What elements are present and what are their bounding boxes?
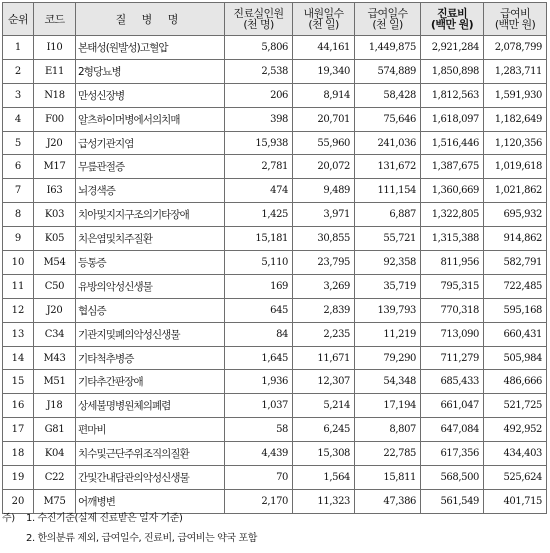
- cell-benefit-days: 35,719: [355, 274, 421, 298]
- cell-visit-days: 11,671: [293, 346, 355, 370]
- cell-name: 협심증: [76, 298, 225, 322]
- cell-rank: 16: [3, 394, 34, 418]
- cell-visit-days: 19,340: [293, 59, 355, 83]
- cell-name: 무릎관절증: [76, 155, 225, 179]
- header-rank: 순위: [3, 3, 34, 36]
- cell-cost: 1,387,675: [421, 155, 484, 179]
- cell-rank: 11: [3, 274, 34, 298]
- cell-benefit-days: 22,785: [355, 442, 421, 466]
- cell-name: 치아및지지구조의기타장애: [76, 203, 225, 227]
- cell-benefit-days: 139,793: [355, 298, 421, 322]
- cell-patients: 84: [225, 322, 293, 346]
- table-row: [3, 298, 547, 322]
- header-visit-days-unit: (천 일): [308, 18, 339, 31]
- header-benefit-days: [355, 3, 421, 36]
- table-row: [3, 131, 547, 155]
- table-body: [3, 36, 547, 514]
- cell-payment: 582,791: [484, 251, 547, 275]
- cell-visit-days: 2,839: [293, 298, 355, 322]
- cell-payment: 1,283,711: [484, 59, 547, 83]
- cell-name: 기관지및폐의악성신생물: [76, 322, 225, 346]
- header-patients-label: 진료실인원: [233, 7, 284, 20]
- table-header: [3, 3, 547, 36]
- cell-payment: 1,019,618: [484, 155, 547, 179]
- cell-payment: 486,666: [484, 370, 547, 394]
- cell-cost: 1,360,669: [421, 179, 484, 203]
- cell-code: M17: [34, 155, 76, 179]
- cell-patients: 474: [225, 179, 293, 203]
- cell-patients: 206: [225, 83, 293, 107]
- header-visit-days: [293, 3, 355, 36]
- table-row: [3, 418, 547, 442]
- cell-code: K05: [34, 227, 76, 251]
- table-row: [3, 203, 547, 227]
- cell-rank: 4: [3, 107, 34, 131]
- cell-code: G81: [34, 418, 76, 442]
- cell-patients: 2,538: [225, 59, 293, 83]
- cell-benefit-days: 58,428: [355, 83, 421, 107]
- cell-benefit-days: 54,348: [355, 370, 421, 394]
- footnote-line: [2, 509, 542, 529]
- cell-rank: 2: [3, 59, 34, 83]
- cell-name: 유방의악성신생물: [76, 274, 225, 298]
- header-cost-label: 진료비: [436, 7, 468, 20]
- cell-payment: 660,431: [484, 322, 547, 346]
- cell-benefit-days: 6,887: [355, 203, 421, 227]
- cell-code: C50: [34, 274, 76, 298]
- cell-visit-days: 6,245: [293, 418, 355, 442]
- cell-name: 알츠하이머병에서의치매: [76, 107, 225, 131]
- cell-cost: 811,956: [421, 251, 484, 275]
- cell-patients: 398: [225, 107, 293, 131]
- cell-visit-days: 11,323: [293, 489, 355, 513]
- cell-benefit-days: 75,646: [355, 107, 421, 131]
- header-cost: [421, 3, 484, 36]
- header-patients-unit: (천 명): [243, 18, 274, 31]
- cell-rank: 13: [3, 322, 34, 346]
- table-row: [3, 274, 547, 298]
- cell-cost: 561,549: [421, 489, 484, 513]
- cell-code: K03: [34, 203, 76, 227]
- cell-payment: 1,120,356: [484, 131, 547, 155]
- cell-code: M43: [34, 346, 76, 370]
- cell-code: C22: [34, 466, 76, 490]
- cell-code: J20: [34, 298, 76, 322]
- cell-rank: 1: [3, 36, 34, 60]
- cell-code: I63: [34, 179, 76, 203]
- cell-name: 뇌경색증: [76, 179, 225, 203]
- cell-code: M75: [34, 489, 76, 513]
- cell-code: J18: [34, 394, 76, 418]
- cell-benefit-days: 131,672: [355, 155, 421, 179]
- cell-cost: 1,322,805: [421, 203, 484, 227]
- cell-benefit-days: 17,194: [355, 394, 421, 418]
- cell-name: 치수및근단주위조직의질환: [76, 442, 225, 466]
- header-row: [3, 3, 547, 36]
- cell-benefit-days: 47,386: [355, 489, 421, 513]
- cell-payment: 434,403: [484, 442, 547, 466]
- cell-payment: 1,182,649: [484, 107, 547, 131]
- cell-code: I10: [34, 36, 76, 60]
- table-row: [3, 83, 547, 107]
- cell-visit-days: 30,855: [293, 227, 355, 251]
- header-visit-days-label: 내원일수: [303, 7, 344, 20]
- cell-payment: 2,078,799: [484, 36, 547, 60]
- cell-visit-days: 2,235: [293, 322, 355, 346]
- cell-patients: 2,170: [225, 489, 293, 513]
- cell-name: 만성신장병: [76, 83, 225, 107]
- cell-rank: 15: [3, 370, 34, 394]
- cell-benefit-days: 15,811: [355, 466, 421, 490]
- table-row: [3, 155, 547, 179]
- cell-patients: 645: [225, 298, 293, 322]
- table-row: [3, 227, 547, 251]
- cell-payment: 505,984: [484, 346, 547, 370]
- table-row: [3, 59, 547, 83]
- cell-patients: 15,181: [225, 227, 293, 251]
- cell-rank: 12: [3, 298, 34, 322]
- cell-benefit-days: 8,807: [355, 418, 421, 442]
- cell-visit-days: 55,960: [293, 131, 355, 155]
- cell-payment: 492,952: [484, 418, 547, 442]
- cell-cost: 617,356: [421, 442, 484, 466]
- cell-payment: 521,725: [484, 394, 547, 418]
- cell-patients: 1,425: [225, 203, 293, 227]
- cell-payment: 722,485: [484, 274, 547, 298]
- footnote-text: 1. 수진기준(실제 진료받은 일자 기준): [26, 513, 183, 524]
- cell-benefit-days: 11,219: [355, 322, 421, 346]
- cell-patients: 58: [225, 418, 293, 442]
- cell-cost: 647,084: [421, 418, 484, 442]
- cell-benefit-days: 55,721: [355, 227, 421, 251]
- cell-cost: 1,618,097: [421, 107, 484, 131]
- cell-name: 본태성(원발성)고혈압: [76, 36, 225, 60]
- cell-name: 2형당뇨병: [76, 59, 225, 83]
- cell-name: 상세불명병원체의폐렴: [76, 394, 225, 418]
- cell-visit-days: 20,701: [293, 107, 355, 131]
- cell-payment: 914,862: [484, 227, 547, 251]
- cell-visit-days: 20,072: [293, 155, 355, 179]
- cell-name: 어깨병변: [76, 489, 225, 513]
- cell-code: F00: [34, 107, 76, 131]
- table-row: [3, 251, 547, 275]
- cell-name: 등통증: [76, 251, 225, 275]
- cell-rank: 3: [3, 83, 34, 107]
- cell-patients: 1,645: [225, 346, 293, 370]
- cell-name: 기타추간판장애: [76, 370, 225, 394]
- table-row: [3, 394, 547, 418]
- cell-patients: 15,938: [225, 131, 293, 155]
- cell-payment: 695,932: [484, 203, 547, 227]
- cell-rank: 7: [3, 179, 34, 203]
- cell-payment: 401,715: [484, 489, 547, 513]
- cell-rank: 14: [3, 346, 34, 370]
- cell-code: E11: [34, 59, 76, 83]
- cell-benefit-days: 574,889: [355, 59, 421, 83]
- cell-patients: 169: [225, 274, 293, 298]
- header-cost-unit: (백만 원): [430, 18, 474, 31]
- table-row: [3, 442, 547, 466]
- table-row: [3, 179, 547, 203]
- cell-benefit-days: 1,449,875: [355, 36, 421, 60]
- cell-benefit-days: 79,290: [355, 346, 421, 370]
- table-row: [3, 322, 547, 346]
- table-row: [3, 36, 547, 60]
- disease-statistics-table-container: [2, 2, 546, 514]
- cell-code: N18: [34, 83, 76, 107]
- cell-cost: 568,500: [421, 466, 484, 490]
- cell-payment: 595,168: [484, 298, 547, 322]
- header-disease-name: 질 병 명: [76, 3, 225, 36]
- cell-cost: 1,812,563: [421, 83, 484, 107]
- cell-code: M51: [34, 370, 76, 394]
- cell-cost: 795,315: [421, 274, 484, 298]
- cell-cost: 661,047: [421, 394, 484, 418]
- cell-benefit-days: 111,154: [355, 179, 421, 203]
- cell-patients: 2,781: [225, 155, 293, 179]
- cell-visit-days: 44,161: [293, 36, 355, 60]
- disease-statistics-table: [2, 2, 547, 514]
- cell-visit-days: 12,307: [293, 370, 355, 394]
- footnote-line: [2, 529, 542, 549]
- cell-visit-days: 15,308: [293, 442, 355, 466]
- cell-payment: 525,624: [484, 466, 547, 490]
- header-code: 코드: [34, 3, 76, 36]
- cell-cost: 770,318: [421, 298, 484, 322]
- cell-patients: 1,936: [225, 370, 293, 394]
- cell-name: 치은염및치주질환: [76, 227, 225, 251]
- header-payment: [484, 3, 547, 36]
- cell-payment: 1,021,862: [484, 179, 547, 203]
- header-benefit-days-unit: (천 일): [372, 18, 403, 31]
- cell-rank: 8: [3, 203, 34, 227]
- cell-rank: 9: [3, 227, 34, 251]
- cell-visit-days: 23,795: [293, 251, 355, 275]
- cell-code: C34: [34, 322, 76, 346]
- cell-visit-days: 8,914: [293, 83, 355, 107]
- table-row: [3, 346, 547, 370]
- cell-visit-days: 3,269: [293, 274, 355, 298]
- cell-rank: 18: [3, 442, 34, 466]
- cell-rank: 6: [3, 155, 34, 179]
- cell-cost: 1,850,898: [421, 59, 484, 83]
- cell-code: M54: [34, 251, 76, 275]
- cell-rank: 20: [3, 489, 34, 513]
- cell-name: 급성기관지염: [76, 131, 225, 155]
- cell-name: 편마비: [76, 418, 225, 442]
- table-row: [3, 370, 547, 394]
- cell-rank: 19: [3, 466, 34, 490]
- cell-cost: 713,090: [421, 322, 484, 346]
- cell-name: 간및간내담관의악성신생물: [76, 466, 225, 490]
- header-payment-unit: (백만 원): [494, 18, 536, 31]
- header-patients: [225, 3, 293, 36]
- cell-patients: 1,037: [225, 394, 293, 418]
- cell-payment: 1,591,930: [484, 83, 547, 107]
- cell-rank: 17: [3, 418, 34, 442]
- cell-visit-days: 1,564: [293, 466, 355, 490]
- cell-visit-days: 5,214: [293, 394, 355, 418]
- footnote-mark: 주): [2, 513, 15, 524]
- table-row: [3, 107, 547, 131]
- cell-code: J20: [34, 131, 76, 155]
- header-benefit-days-label: 급여일수: [367, 7, 408, 20]
- cell-benefit-days: 241,036: [355, 131, 421, 155]
- cell-patients: 4,439: [225, 442, 293, 466]
- cell-cost: 711,279: [421, 346, 484, 370]
- footnote-text: 2. 한의분류 제외, 급여일수, 진료비, 급여비는 약국 포함: [26, 533, 257, 544]
- cell-name: 기타척추병증: [76, 346, 225, 370]
- cell-rank: 10: [3, 251, 34, 275]
- cell-cost: 1,516,446: [421, 131, 484, 155]
- cell-cost: 1,315,388: [421, 227, 484, 251]
- cell-cost: 685,433: [421, 370, 484, 394]
- cell-rank: 5: [3, 131, 34, 155]
- cell-cost: 2,921,284: [421, 36, 484, 60]
- cell-patients: 5,806: [225, 36, 293, 60]
- cell-visit-days: 9,489: [293, 179, 355, 203]
- cell-patients: 70: [225, 466, 293, 490]
- cell-code: K04: [34, 442, 76, 466]
- cell-visit-days: 3,971: [293, 203, 355, 227]
- cell-benefit-days: 92,358: [355, 251, 421, 275]
- table-row: [3, 466, 547, 490]
- header-payment-label: 급여비: [499, 7, 531, 20]
- footnotes: [2, 509, 542, 549]
- cell-patients: 5,110: [225, 251, 293, 275]
